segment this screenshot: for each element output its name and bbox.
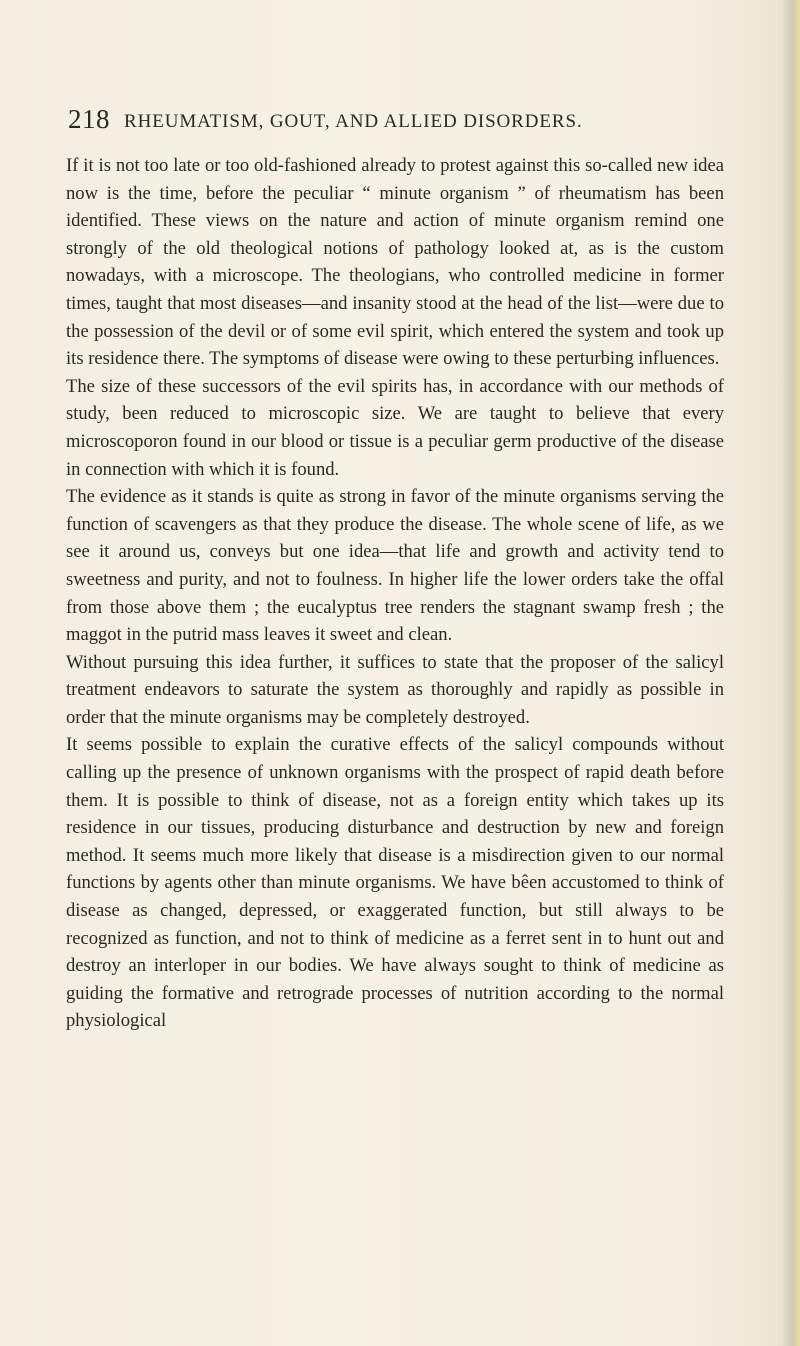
paragraph-2: The size of these successors of the evil spirits has, in accordance with our methods of study, been reduced to microscopic size. We are taught to believe that every microscoporon found in our blood or tissue is a peculiar germ productive of the disease in connection with which it is found.: [66, 375, 724, 480]
body-text: [66, 152, 724, 1035]
paragraph-4: Without pursuing this idea further, it suffices to state that the proposer of the salicyl treatment endeavors to saturate the system as thoroughly and rapidly as possible in order that the minute organisms may be completely destroyed.: [66, 651, 724, 728]
page-header: [68, 104, 728, 140]
page-edge: [782, 0, 800, 1346]
paragraph-1: If it is not too late or too old-fashioned already to protest against this so-called new idea now is the time, before the peculiar “ minute organism ” of rheumatism has been identified. These views on the nature and action of minute organism remind one strongly of the old theological notions of pathology looked at, as is the custom nowadays, with a microscope. The theologians, who controlled medicine in former times, taught that most diseases—and insanity stood at the head of the list—were due to the possession of the devil or of some evil spirit, which entered the system and took up its residence there. The symptoms of disease were owing to these perturbing influences.: [66, 155, 724, 370]
page-number: 218: [68, 104, 110, 134]
paragraph-3: The evidence as it stands is quite as strong in favor of the minute organisms serving the function of scavengers as that they produce the disease. The whole scene of life, as we see it around us, conveys but one idea—that life and growth and activity tend to sweetness and purity, and not to foulness. In higher life the lower orders take the offal from those above them ; the eucalyptus tree renders the stagnant swamp fresh ; the maggot in the putrid mass leaves it sweet and clean.: [66, 486, 724, 646]
running-head: RHEUMATISM, GOUT, AND ALLIED DISORDERS.: [124, 111, 583, 132]
paragraph-5: It seems possible to explain the curative effects of the salicyl compounds without calling up the presence of unknown organisms with the prospect of rapid death before them. It is possible to think of disease, not as a foreign entity which takes up its residence in our tissues, producing disturbance and destruction by new and foreign method. It seems much more likely that disease is a misdirection given to our normal functions by agents other than minute organisms. We have bêen accustomed to think of disease as changed, depressed, or exaggerated function, but still always to be recognized as function, and not to think of medicine as a ferret sent in to hunt out and destroy an interloper in our bodies. We have always sought to think of medicine as guiding the formative and retrograde processes of nutrition according to the normal physiological: [66, 734, 724, 1032]
